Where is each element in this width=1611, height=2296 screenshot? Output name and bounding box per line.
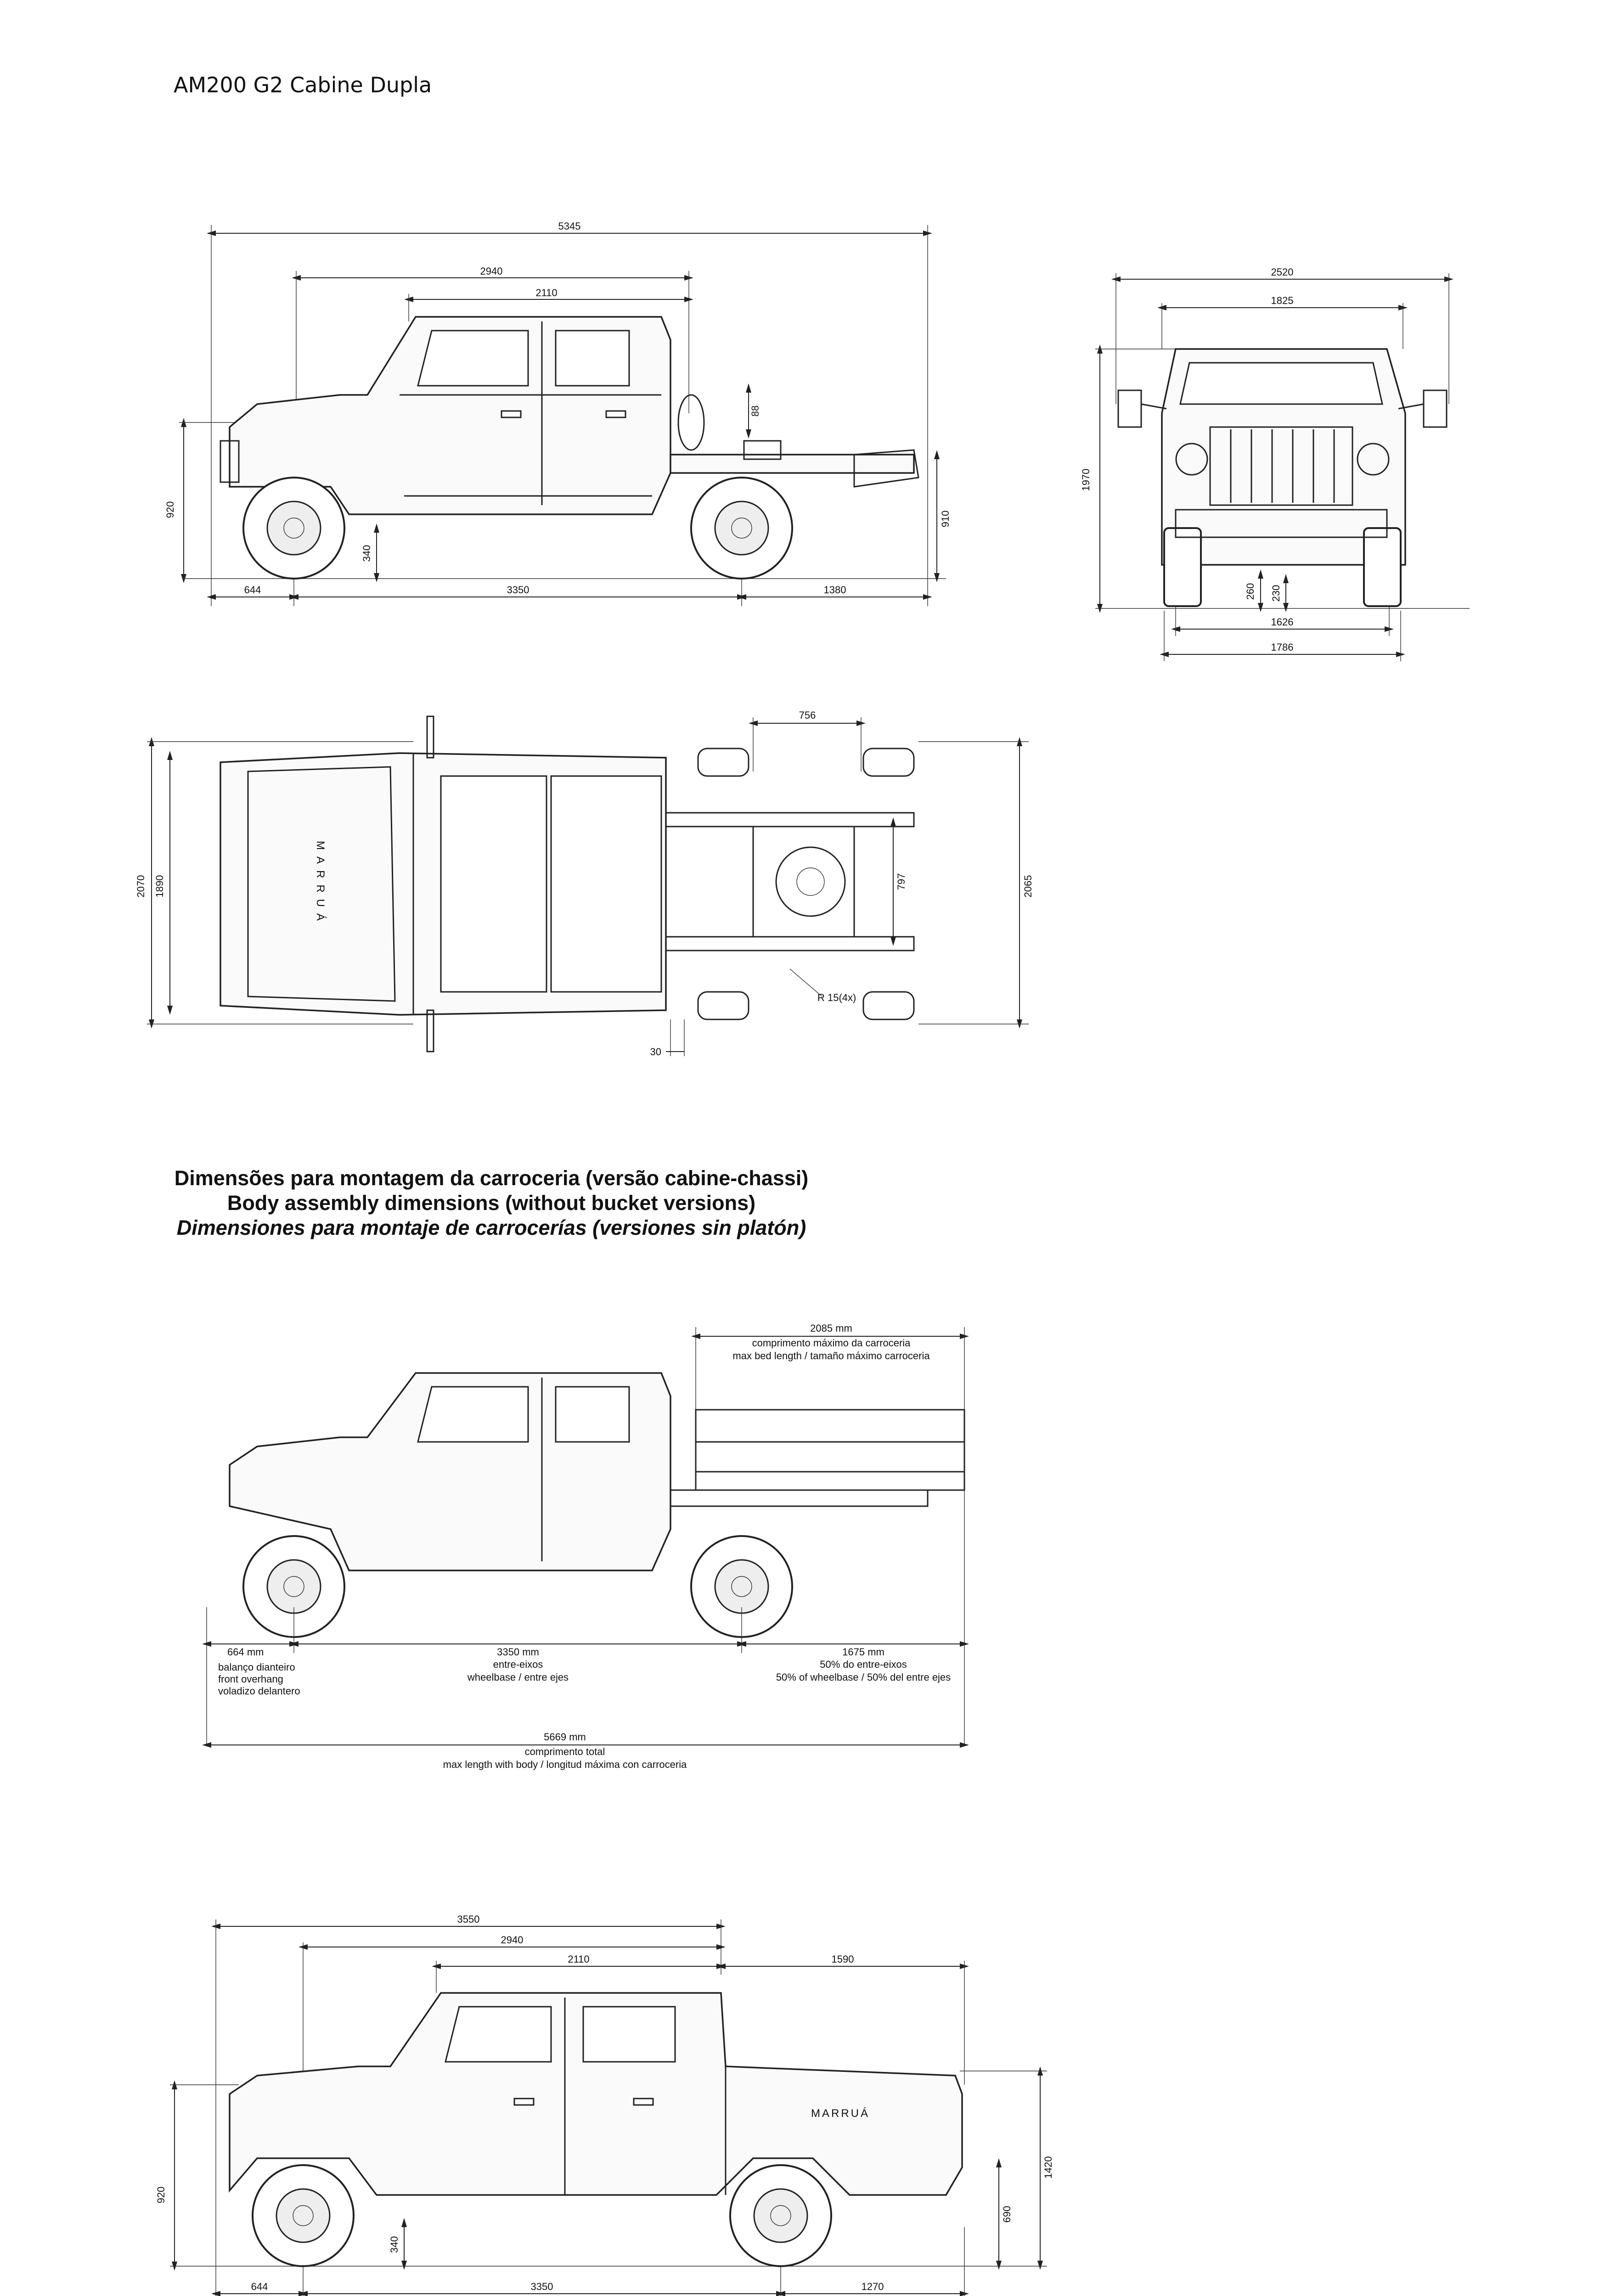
dim-3550: 3550 — [457, 1913, 480, 1925]
front-overhang-pt: balanço dianteiro — [218, 1661, 295, 1673]
dim-width-body: 1825 — [1271, 295, 1294, 306]
dim-top-width-inner: 1890 — [154, 875, 165, 898]
front-overhang-es: voladizo delantero — [218, 1685, 300, 1697]
front-overhang-en: front overhang — [218, 1673, 283, 1685]
wheelbase-pt: entre-eixos — [493, 1659, 543, 1670]
dim-pickup-wheelbase: 3350 — [530, 2281, 553, 2292]
dim-track: 1626 — [1271, 616, 1294, 628]
view-front — [1080, 266, 1470, 661]
wheelbase-en-es: wheelbase / entre ejes — [467, 1671, 569, 1683]
rear-value: 1675 mm — [842, 1646, 884, 1658]
dim-top-length-right: 2065 — [1022, 875, 1034, 898]
bed-length-en-es: max bed length / tamaño máximo carroceria — [732, 1350, 930, 1362]
dim-front-height: 1970 — [1080, 468, 1092, 491]
view-top-chassis — [135, 709, 1034, 1058]
page-title: AM200 G2 Cabine Dupla — [174, 73, 432, 97]
view-side-pickup — [155, 1913, 1054, 2296]
radius-note: R 15(4x) — [817, 992, 856, 1003]
dim-width-base: 1786 — [1271, 642, 1294, 653]
front-overhang-value: 664 mm — [227, 1646, 264, 1658]
wheelbase-value: 3350 mm — [497, 1646, 539, 1658]
dim-clearance-b: 230 — [1270, 585, 1282, 602]
total-pt: comprimento total — [524, 1746, 605, 1757]
dim-2940-pickup: 2940 — [501, 1934, 524, 1946]
dim-rear-overhang: 1380 — [823, 584, 846, 596]
dim-pickup-rear-overhang: 1270 — [861, 2281, 884, 2292]
section-heading-es: Dimensiones para montaje de carrocerías (versiones sin platón) — [176, 1216, 806, 1239]
dim-wheelbase: 3350 — [507, 584, 529, 596]
dim-88: 88 — [749, 405, 761, 417]
pickup-side-badge: MARRUÁ — [811, 2107, 870, 2120]
dim-overall-length: 5345 — [558, 220, 581, 232]
dim-30: 30 — [650, 1046, 661, 1058]
dim-frame-height: 910 — [940, 510, 951, 528]
dim-797: 797 — [896, 873, 907, 890]
dim-total-height: 1420 — [1042, 2156, 1054, 2179]
dim-height: 920 — [164, 501, 176, 518]
total-value: 5669 mm — [544, 1731, 586, 1743]
total-en-es: max length with body / longitud máxima con carroceria — [443, 1759, 687, 1770]
dim-2940: 2940 — [480, 265, 503, 277]
section-heading-pt: Dimensões para montagem da carroceria (versão cabine-chassi) — [174, 1166, 809, 1190]
rear-pt: 50% do entre-eixos — [820, 1659, 907, 1670]
top-chassis-badge: MARRUÁ — [314, 840, 327, 928]
dim-bed: 1590 — [831, 1953, 854, 1965]
dim-pickup-height: 920 — [155, 2186, 167, 2204]
dim-756: 756 — [799, 709, 816, 721]
section-heading-en: Body assembly dimensions (without bucket versions) — [227, 1191, 756, 1215]
view-body-assembly — [207, 1322, 964, 1770]
dim-pickup-clearance: 340 — [389, 2236, 400, 2253]
dim-2110: 2110 — [535, 287, 558, 298]
dim-top-width-outer: 2070 — [135, 875, 146, 898]
rear-en-es: 50% of wheelbase / 50% del entre ejes — [776, 1671, 951, 1683]
view-side-chassis — [164, 220, 951, 606]
dim-width-mirrors: 2520 — [1271, 266, 1294, 278]
bed-length-pt: comprimento máximo da carroceria — [752, 1337, 911, 1349]
dim-clearance-a: 260 — [1245, 583, 1256, 600]
dim-2110-pickup: 2110 — [568, 1953, 590, 1965]
dim-bed-height: 690 — [1001, 2206, 1013, 2223]
dim-front-overhang: 644 — [244, 584, 261, 596]
dim-ground-clearance: 340 — [361, 545, 372, 562]
dim-pickup-front-overhang: 644 — [251, 2281, 268, 2292]
bed-length: 2085 mm — [810, 1322, 852, 1334]
